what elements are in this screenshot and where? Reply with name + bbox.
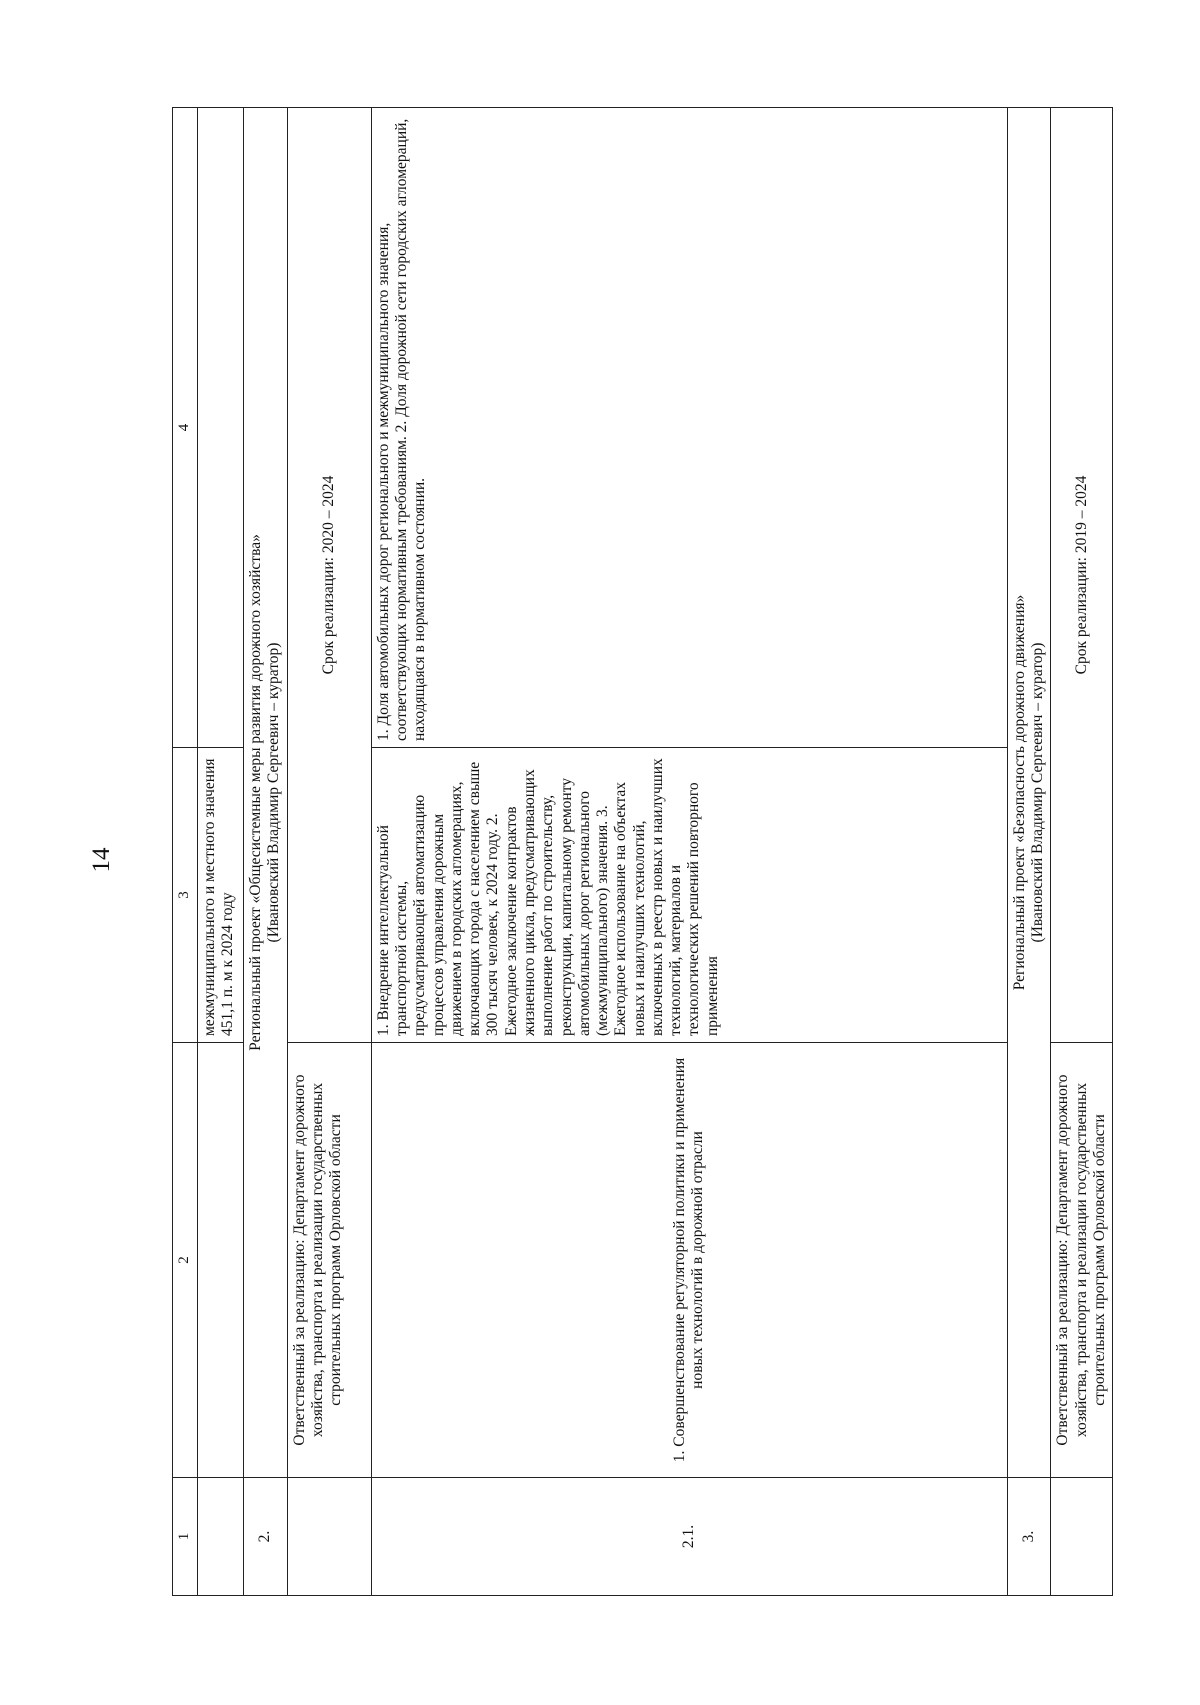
page-number: 14 xyxy=(88,847,115,873)
section3-responsible: Ответственный за реализацию: Департамент дорожного хозяйства, транспорта и реализации государственных строительных программ Орловской области xyxy=(1051,1043,1113,1478)
measures-table xyxy=(172,107,1113,1596)
column-header-3: 3 xyxy=(173,748,198,1043)
section3-title-cell xyxy=(1007,108,1051,1478)
carryover-text: межмуниципального и местного значения 451,1 п. м к 2024 году xyxy=(197,748,243,1043)
section2-title-cell xyxy=(243,108,287,1478)
section2-title-row xyxy=(243,108,287,1596)
section2-responsible: Ответственный за реализацию: Департамент дорожного хозяйства, транспорта и реализации государственных строительных программ Орловской области xyxy=(287,1043,371,1478)
section3-term: Срок реализации: 2019 – 2024 xyxy=(1051,108,1113,1043)
carryover-col1 xyxy=(197,1478,243,1596)
section3-empty-cell xyxy=(1051,1478,1113,1596)
column-header-2: 2 xyxy=(173,1043,198,1478)
section3-responsible-row xyxy=(1051,108,1113,1596)
row21-indicators: 1. Доля автомобильных дорог регионального и межмуниципального значения, соответствующих нормативным требованиям. 2. Доля дорожной сети городских агломераций, находящаяся в нормативном состоянии. xyxy=(371,108,1007,748)
section3-curator: (Ивановский Владимир Сергеевич – куратор) xyxy=(1028,642,1046,943)
section2-responsible-row xyxy=(287,108,371,1596)
section2-empty-cell xyxy=(287,1478,371,1596)
row21-number: 2.1. xyxy=(371,1478,1007,1596)
column-header-1: 1 xyxy=(173,1478,198,1596)
section2-title: Региональный проект «Общесистемные меры развития дорожного хозяйства» xyxy=(246,534,264,1051)
column-number-row xyxy=(173,108,198,1596)
column-header-4: 4 xyxy=(173,108,198,748)
row-2-1 xyxy=(371,108,1007,1596)
section3-number: 3. xyxy=(1007,1478,1051,1596)
row21-results: 1. Внедрение интеллектуальной транспортной системы, предусматривающей автоматизацию процессов управления дорожным движением в городских агломерациях, включающих города с населением свыше 300 тысяч человек, к 2024 году. 2. Ежегодное заключение контрактов жизненного цикла, предусматривающих выполнение работ по строительству, реконструкции, капитальному ремонту автомобильных дорог регионального (межмуниципального) значения. 3. Ежегодное использование на объектах новых и наилучших технологий, включенных в реестр новых и наилучших технологий, материалов и технологических решений повторного применения xyxy=(371,748,1007,1043)
carryover-row xyxy=(197,108,243,1596)
carryover-col4 xyxy=(197,108,243,748)
section2-number: 2. xyxy=(243,1478,287,1596)
section2-term: Срок реализации: 2020 – 2024 xyxy=(287,108,371,1043)
section3-title: Региональный проект «Безопасность дорожного движения» xyxy=(1010,594,1028,991)
carryover-col2 xyxy=(197,1043,243,1478)
section3-title-row xyxy=(1007,108,1051,1596)
rotated-table-sheet xyxy=(172,108,1108,1596)
row21-task: 1. Совершенствование регуляторной политики и применения новых технологий в дорожной отрасли xyxy=(371,1043,1007,1478)
section2-curator: (Ивановский Владимир Сергеевич – куратор) xyxy=(265,642,283,943)
